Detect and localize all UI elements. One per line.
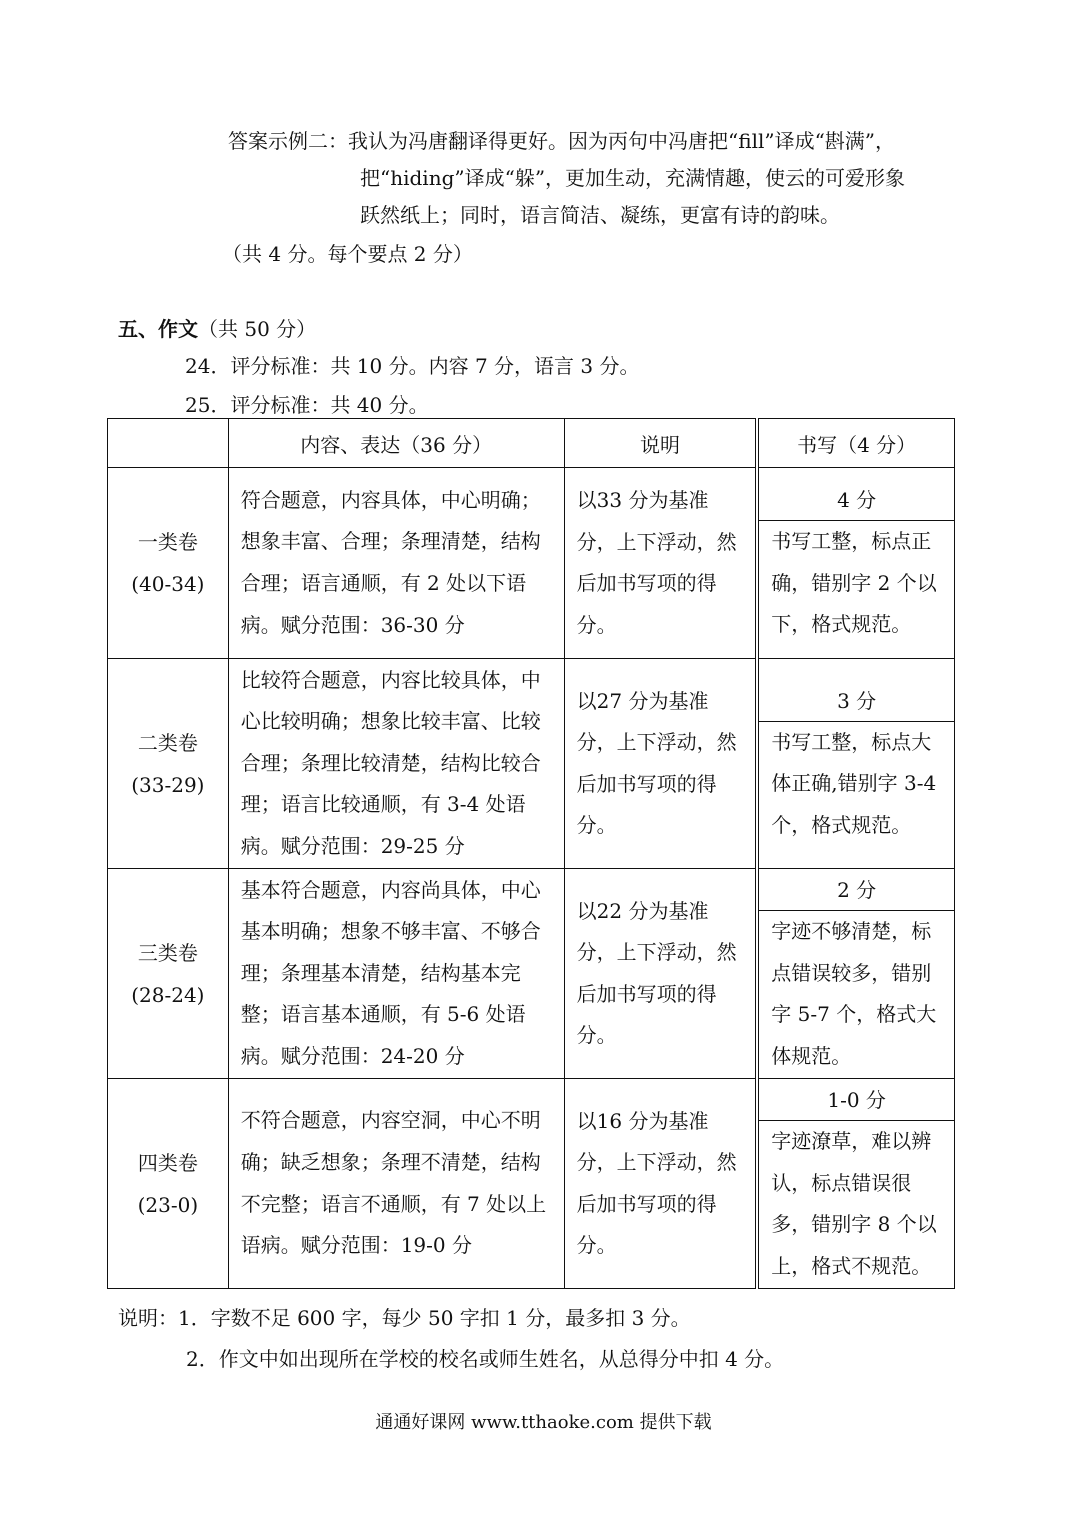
category-range: (40-34): [131, 572, 205, 596]
category-name: 四类卷: [137, 1150, 198, 1175]
section-title-suffix: （共 50 分）: [198, 317, 317, 341]
note-cell: 以16 分为基准分，上下浮动，然后加书写项的得分。: [564, 1079, 757, 1289]
category-cell: [108, 659, 229, 869]
category-name: 一类卷: [137, 530, 198, 554]
table-row: [108, 869, 955, 1079]
writing-score: 4 分: [759, 480, 954, 521]
category-range: (33-29): [131, 772, 205, 797]
note-cell: 以33 分为基准分，上下浮动，然后加书写项的得分。: [564, 468, 757, 659]
writing-desc: 字迹潦草，难以辨认，标点错误很多，错别字 8 个以上，格式不规范。: [771, 1129, 937, 1278]
writing-score: 3 分: [759, 681, 954, 722]
answer-example-2-line3: 跃然纸上；同时，语言简洁、凝练，更富有诗的韵味。: [360, 203, 840, 227]
category-range: (23-0): [137, 1192, 199, 1217]
answer-example-2-line2: 把“hiding”译成“躲”，更加生动，充满情趣，使云的可爱形象: [360, 166, 906, 190]
note-cell: 以22 分为基准分，上下浮动，然后加书写项的得分。: [564, 869, 757, 1079]
header-content: 内容、表达（36 分）: [228, 419, 564, 468]
footer-source: 通通好课网 www.tthaoke.com 提供下载: [375, 1412, 712, 1433]
category-range: (28-24): [131, 982, 205, 1007]
header-note: 说明: [564, 419, 757, 468]
content-cell: 符合题意，内容具体，中心明确；想象丰富、合理；条理清楚，结构合理；语言通顺，有 2 处以下语病。赋分范围：36-30 分: [228, 468, 564, 659]
writing-cell: [757, 468, 954, 659]
table-row: [108, 659, 955, 869]
category-cell: [108, 468, 229, 659]
category-name: 二类卷: [137, 730, 198, 755]
category-cell: [108, 869, 229, 1079]
writing-cell: [757, 1079, 954, 1289]
writing-score: 2 分: [759, 870, 954, 911]
item-24: 24．评分标准：共 10 分。内容 7 分，语言 3 分。: [185, 354, 640, 378]
section-title-main: 五、作文: [118, 317, 198, 341]
writing-score: 1-0 分: [759, 1080, 954, 1121]
writing-cell: [757, 659, 954, 869]
content-cell: 基本符合题意，内容尚具体，中心基本明确；想象不够丰富、不够合理；条理基本清楚，结构基本完整；语言基本通顺，有 5-6 处语病。赋分范围：24-20 分: [228, 869, 564, 1079]
table-row: [108, 468, 955, 659]
writing-desc: 字迹不够清楚，标点错误较多，错别字 5-7 个，格式大体规范。: [771, 919, 937, 1068]
table-row: [108, 1079, 955, 1289]
note-cell: 以27 分为基准分，上下浮动，然后加书写项的得分。: [564, 659, 757, 869]
header-writing: 书写（4 分）: [757, 419, 954, 468]
category-name: 三类卷: [137, 940, 198, 965]
category-cell: [108, 1079, 229, 1289]
header-empty: [108, 419, 229, 468]
writing-cell: [757, 869, 954, 1079]
writing-desc: 书写工整，标点大体正确,错别字 3-4 个，格式规范。: [771, 729, 937, 837]
writing-desc: 书写工整，标点正确，错别字 2 个以下，格式规范。: [771, 529, 937, 637]
note-1: 说明：1．字数不足 600 字，每少 50 字扣 1 分，最多扣 3 分。: [118, 1306, 691, 1330]
grading-table: [107, 418, 955, 1289]
item-25: 25．评分标准：共 40 分。: [185, 393, 429, 417]
table-header-row: [108, 419, 955, 468]
score-note: （共 4 分。每个要点 2 分）: [222, 242, 473, 266]
content-cell: 不符合题意，内容空洞，中心不明确；缺乏想象；条理不清楚，结构不完整；语言不通顺，有 7 处以上语病。赋分范围：19-0 分: [228, 1079, 564, 1289]
section-title: [118, 315, 316, 343]
answer-example-2-line1: 答案示例二：我认为冯唐翻译得更好。因为丙句中冯唐把“fill”译成“斟满”，: [228, 129, 896, 153]
note-2: 2．作文中如出现所在学校的校名或师生姓名，从总得分中扣 4 分。: [186, 1347, 785, 1371]
content-cell: 比较符合题意，内容比较具体，中心比较明确；想象比较丰富、比较合理；条理比较清楚，结构比较合理；语言比较通顺，有 3-4 处语病。赋分范围：29-25 分: [228, 659, 564, 869]
